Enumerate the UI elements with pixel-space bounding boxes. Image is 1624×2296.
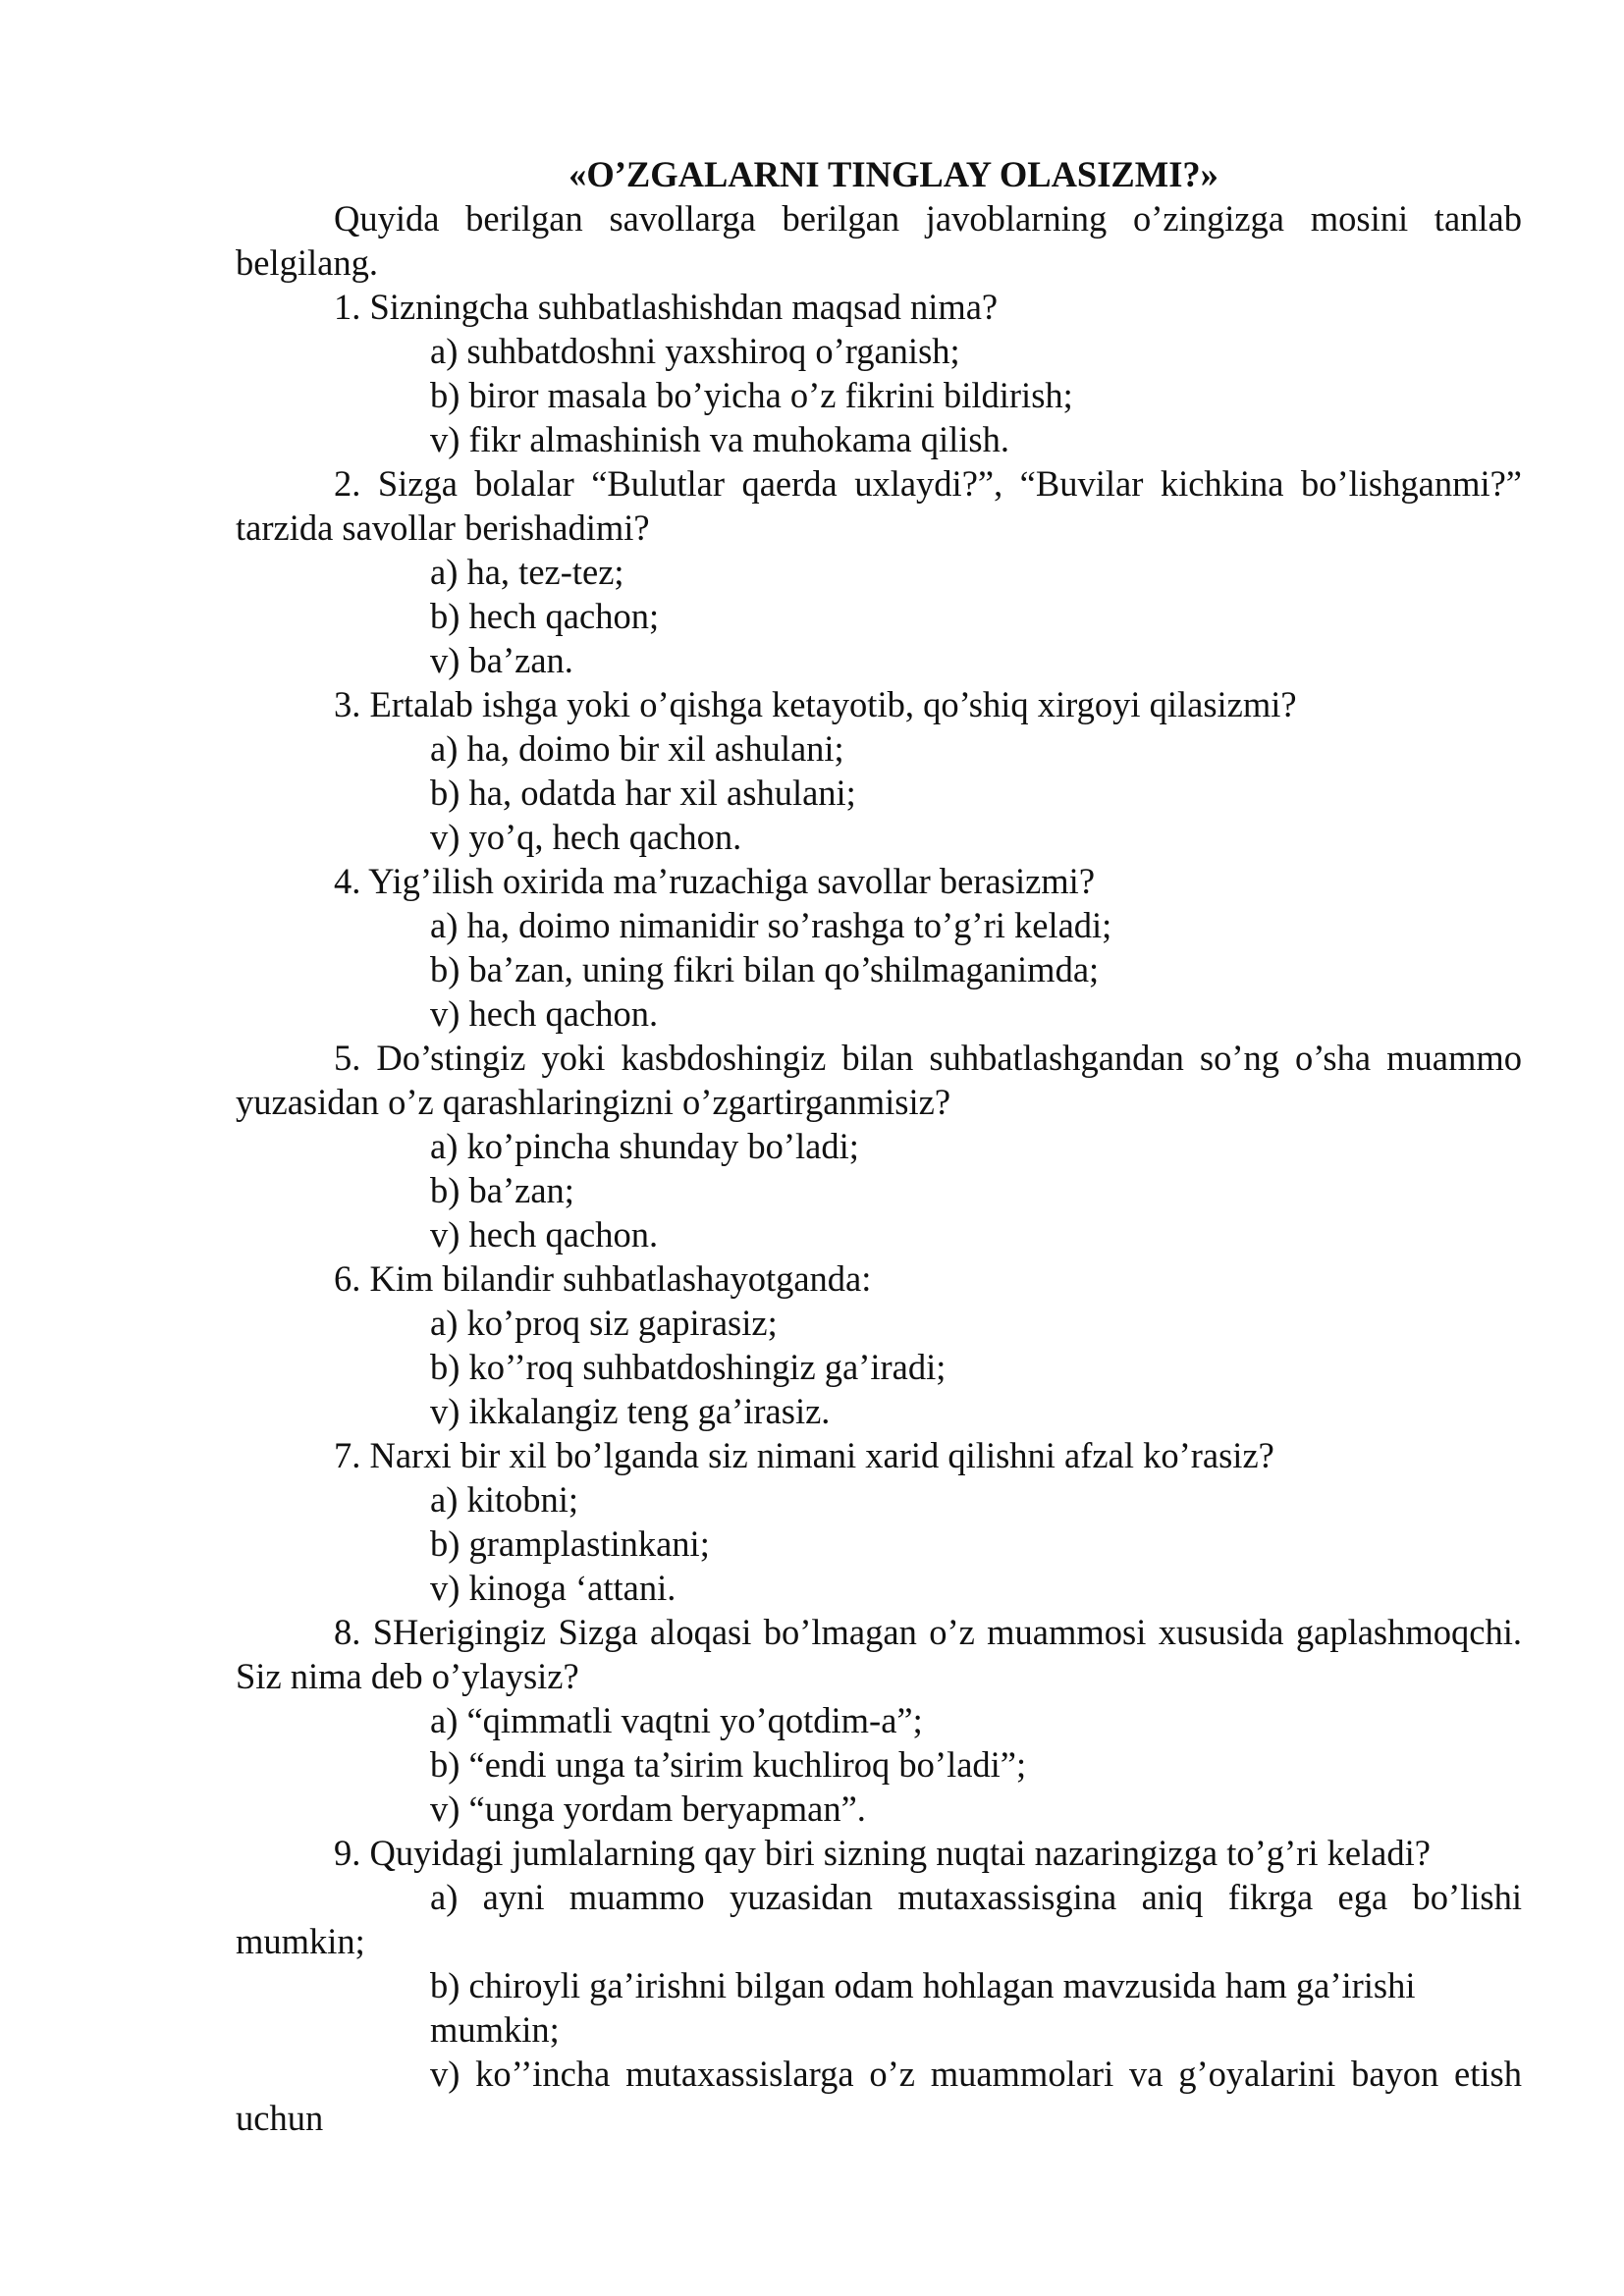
question-6 <box>236 1256 1522 1433</box>
question-text: 7. Narxi bir xil bo’lganda siz nimani xarid qilishni afzal ko’rasiz? <box>334 1435 1274 1475</box>
answer-option: a) ha, doimo bir xil ashulani; <box>430 728 844 769</box>
question-text: 1. Sizningcha suhbatlashishdan maqsad nima? <box>334 287 999 327</box>
answer-option: a) kitobni; <box>430 1479 579 1520</box>
question-7 <box>236 1433 1522 1610</box>
answer-option: b) “endi unga ta’sirim kuchliroq bo’ladi”; <box>430 1744 1027 1785</box>
answer-option: v) kinoga ‘attani. <box>430 1568 677 1608</box>
question-1 <box>236 285 1522 461</box>
instructions-paragraph: Quyida berilgan savollarga berilgan javoblarning o’zingizga mosini tanlab belgilang. <box>236 198 1522 283</box>
question-text: 6. Kim bilandir suhbatlashayotganda: <box>334 1258 872 1299</box>
question-9 <box>236 1831 1522 2140</box>
answer-option: v) ba’zan. <box>430 640 573 680</box>
answer-option: a) ha, tez-tez; <box>430 552 624 592</box>
question-text: 5. Do’stingiz yoki kasbdoshingiz bilan suhbatlashgandan so’ng o’sha muammo yuzasidan o’z qarashlaringizni o’zgartirganmisiz? <box>236 1038 1522 1122</box>
document-page <box>236 152 1522 2140</box>
question-5 <box>236 1036 1522 1256</box>
answer-option: v) “unga yordam beryapman”. <box>430 1789 866 1829</box>
answer-option: v) ikkalangiz teng ga’irasiz. <box>430 1391 831 1431</box>
answer-option: b) ha, odatda har xil ashulani; <box>430 773 856 813</box>
answer-option: v) hech qachon. <box>430 993 659 1034</box>
answer-option: b) hech qachon; <box>430 596 660 636</box>
answer-option: b) ko’’roq suhbatdoshingiz ga’iradi; <box>430 1347 947 1387</box>
answer-option: b) chiroyli ga’irishni bilgan odam hohlagan mavzusida ham ga’irishi mumkin; <box>430 1965 1416 2050</box>
question-text: 3. Ertalab ishga yoki o’qishga ketayotib, qo’shiq xirgoyi qilasizmi? <box>334 684 1297 724</box>
document-title: «O’ZGALARNI TINGLAY OLASIZMI?» <box>568 154 1218 194</box>
answer-option: a) “qimmatli vaqtni yo’qotdim-a”; <box>430 1700 923 1740</box>
answer-option: v) yo’q, hech qachon. <box>430 817 742 857</box>
question-8 <box>236 1610 1522 1831</box>
answer-option: a) ha, doimo nimanidir so’rashga to’g’ri keladi; <box>430 905 1112 945</box>
question-text: 8. SHerigingiz Sizga aloqasi bo’lmagan o’z muammosi xususida gaplashmoqchi. Siz nima deb o’ylaysiz? <box>236 1612 1522 1696</box>
question-text: 9. Quyidagi jumlalarning qay biri sizning nuqtai nazaringizga to’g’ri keladi? <box>334 1833 1431 1873</box>
question-4 <box>236 859 1522 1036</box>
question-text: 2. Sizga bolalar “Bulutlar qaerda uxlaydi?”, “Buvilar kichkina bo’lishganmi?” tarzida savollar berishadimi? <box>236 463 1522 548</box>
question-text: 4. Yig’ilish oxirida ma’ruzachiga savollar berasizmi? <box>334 861 1096 901</box>
answer-option: a) ayni muammo yuzasidan mutaxassisgina aniq fikrga ega bo’lishi mumkin; <box>236 1877 1522 1961</box>
answer-option: v) ko’’incha mutaxassislarga o’z muammolari va g’oyalarini bayon etish uchun <box>236 2054 1522 2138</box>
answer-option: b) biror masala bo’yicha o’z fikrini bildirish; <box>430 375 1073 415</box>
answer-option: b) ba’zan, uning fikri bilan qo’shilmaganimda; <box>430 949 1100 989</box>
question-3 <box>236 682 1522 859</box>
answer-option: a) ko’proq siz gapirasiz; <box>430 1303 778 1343</box>
answer-option: b) ba’zan; <box>430 1170 574 1210</box>
answer-option: v) fikr almashinish va muhokama qilish. <box>430 419 1009 459</box>
answer-option: b) gramplastinkani; <box>430 1523 710 1564</box>
question-2 <box>236 461 1522 682</box>
answer-option: v) hech qachon. <box>430 1214 659 1255</box>
answer-option: a) ko’pincha shunday bo’ladi; <box>430 1126 859 1166</box>
answer-option: a) suhbatdoshni yaxshiroq o’rganish; <box>430 331 960 371</box>
